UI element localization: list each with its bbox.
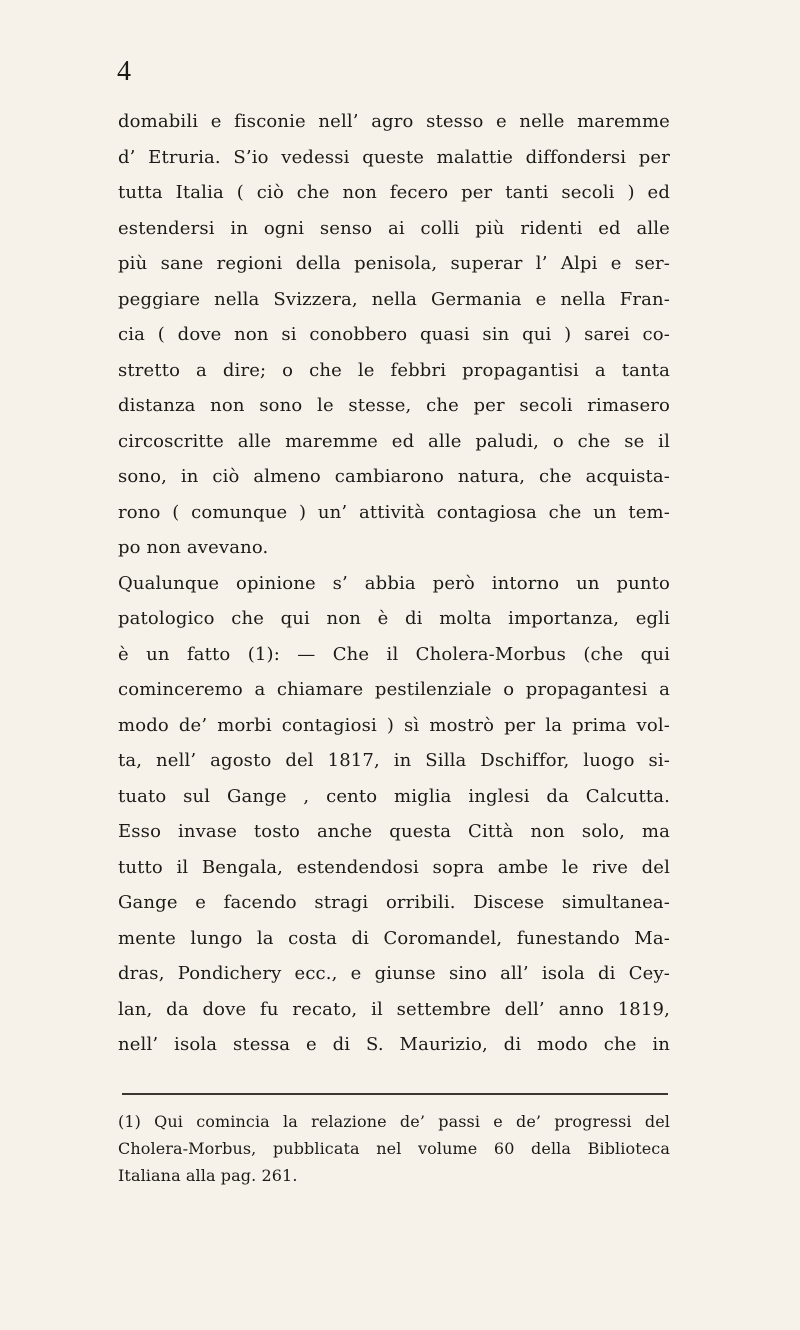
text-line: peggiare nella Svizzera, nella Germania e nella Fran- bbox=[118, 288, 670, 310]
text-line: tuato sul Gange , cento miglia inglesi da Calcutta. bbox=[118, 785, 670, 807]
text-line: cominceremo a chiamare pestilenziale o propagantesi a bbox=[118, 679, 670, 700]
footnote-line: (1) Qui comincia la relazione de’ passi e de’ progressi del bbox=[118, 1112, 670, 1131]
text-line: Esso invase tosto anche questa Città non solo, ma bbox=[118, 821, 670, 842]
text-line: patologico che qui non è di molta importanza, egli bbox=[118, 608, 670, 629]
text-line: cia ( dove non si conobbero quasi sin qui ) sarei co- bbox=[118, 324, 670, 345]
text-line: tutta Italia ( ciò che non fecero per tanti secoli ) ed bbox=[118, 182, 670, 203]
main-text bbox=[118, 104, 670, 1063]
text-line: rono ( comunque ) un’ attività contagiosa che un tem- bbox=[118, 501, 670, 523]
text-line: estendersi in ogni senso ai colli più ridenti ed alle bbox=[118, 217, 670, 239]
text-line: distanza non sono le stesse, che per secoli rimasero bbox=[118, 395, 670, 416]
text-line: dras, Pondichery ecc., e giunse sino all’ isola di Cey- bbox=[118, 963, 670, 984]
text-line: po non avevano. bbox=[118, 537, 269, 558]
page-number: 4 bbox=[117, 56, 131, 87]
text-line: lan, da dove fu recato, il settembre dell’ anno 1819, bbox=[118, 998, 670, 1020]
text-line: sono, in ciò almeno cambiarono natura, che acquista- bbox=[118, 466, 670, 487]
footnote-divider bbox=[122, 1093, 668, 1095]
text-line: mente lungo la costa di Coromandel, funestando Ma- bbox=[118, 927, 670, 949]
text-line: Gange e facendo stragi orribili. Discese simultanea- bbox=[118, 892, 670, 913]
footnote-line: Cholera-Morbus, pubblicata nel volume 60 della Biblioteca bbox=[118, 1139, 670, 1158]
text-line: tutto il Bengala, estendendosi sopra ambe le rive del bbox=[118, 856, 670, 878]
text-line: Qualunque opinione s’ abbia però intorno un punto bbox=[118, 572, 670, 594]
text-line: modo de’ morbi contagiosi ) sì mostrò per la prima vol- bbox=[118, 714, 670, 736]
text-line: è un fatto (1): — Che il Cholera-Morbus (che qui bbox=[118, 643, 670, 665]
footnote-line: Italiana alla pag. 261. bbox=[118, 1166, 298, 1185]
text-line: domabili e fisconie nell’ agro stesso e nelle maremme bbox=[118, 111, 670, 132]
text-line: più sane regioni della penisola, superar l’ Alpi e ser- bbox=[118, 253, 670, 274]
text-line: nell’ isola stessa e di S. Maurizio, di modo che in bbox=[118, 1034, 670, 1055]
footnote bbox=[118, 1108, 670, 1189]
text-line: circoscritte alle maremme ed alle paludi, o che se il bbox=[118, 430, 670, 452]
text-line: ta, nell’ agosto del 1817, in Silla Dschiffor, luogo si- bbox=[118, 750, 670, 771]
text-line: stretto a dire; o che le febbri propagantisi a tanta bbox=[118, 359, 670, 381]
text-line: d’ Etruria. S’io vedessi queste malattie diffondersi per bbox=[118, 146, 670, 168]
